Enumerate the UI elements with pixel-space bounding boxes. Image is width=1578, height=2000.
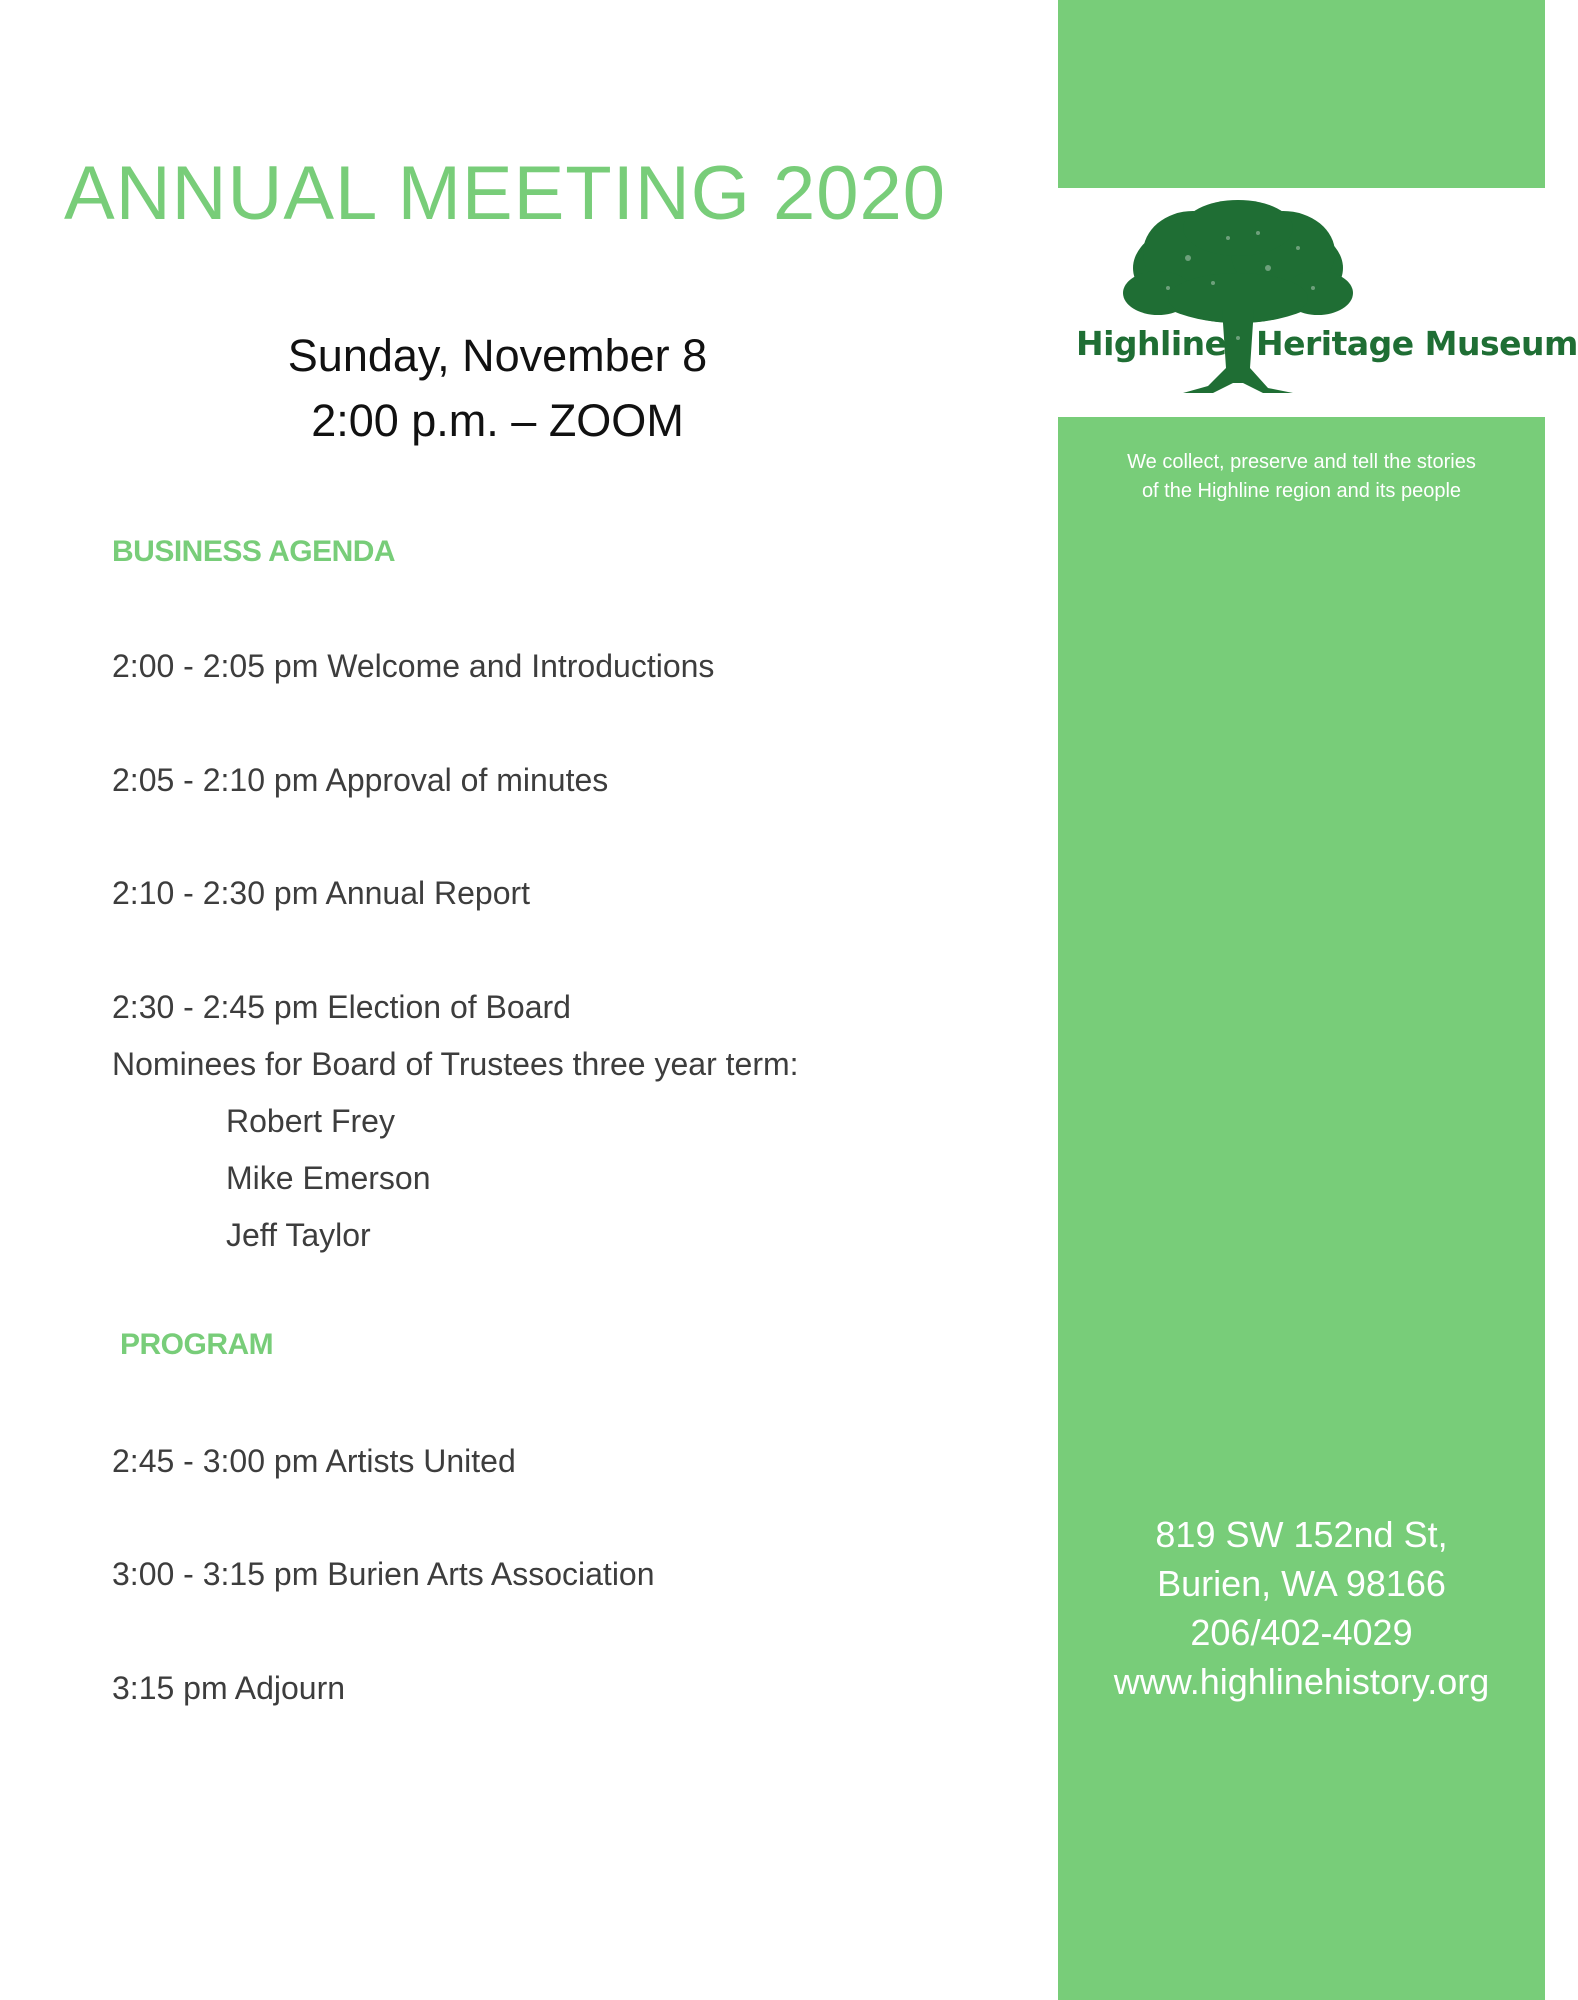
page-title: ANNUAL MEETING 2020 — [64, 151, 947, 236]
street-address: 819 SW 152nd St, — [1155, 1514, 1448, 1555]
contact-block — [1058, 1510, 1545, 1706]
business-agenda-heading: BUSINESS AGENDA — [112, 535, 396, 568]
tagline — [1058, 448, 1545, 506]
nominee: Mike Emerson — [226, 1160, 431, 1196]
website-link[interactable]: www.highlinehistory.org — [1113, 1661, 1490, 1702]
program-heading: PROGRAM — [120, 1328, 274, 1361]
program-item: 3:00 - 3:15 pm Burien Arts Association — [112, 1556, 655, 1592]
tagline-line: of the Highline region and its people — [1141, 480, 1462, 502]
agenda-item: 2:30 - 2:45 pm Election of Board — [112, 989, 571, 1025]
nominee: Robert Frey — [226, 1103, 395, 1139]
agenda-item: 2:05 - 2:10 pm Approval of minutes — [112, 762, 609, 798]
nominee: Jeff Taylor — [226, 1217, 371, 1253]
tagline-line: We collect, preserve and tell the stories — [1127, 451, 1476, 473]
oak-tree-icon — [1118, 198, 1358, 403]
program-item: 3:15 pm Adjourn — [112, 1670, 346, 1706]
agenda-item: 2:10 - 2:30 pm Annual Report — [112, 875, 531, 911]
agenda-item: 2:00 - 2:05 pm Welcome and Introductions — [112, 648, 715, 684]
logo-text-highline: Highline — [1076, 324, 1227, 363]
meeting-time: 2:00 p.m. – ZOOM — [311, 395, 684, 446]
meeting-date: Sunday, November 8 — [287, 330, 708, 381]
logo-text-heritage-museum: Heritage Museum — [1256, 324, 1578, 363]
nominees-label: Nominees for Board of Trustees three year term: — [112, 1046, 799, 1082]
city-state-zip: Burien, WA 98166 — [1157, 1563, 1446, 1604]
program-item: 2:45 - 3:00 pm Artists United — [112, 1443, 516, 1479]
phone-number: 206/402-4029 — [1190, 1612, 1413, 1653]
